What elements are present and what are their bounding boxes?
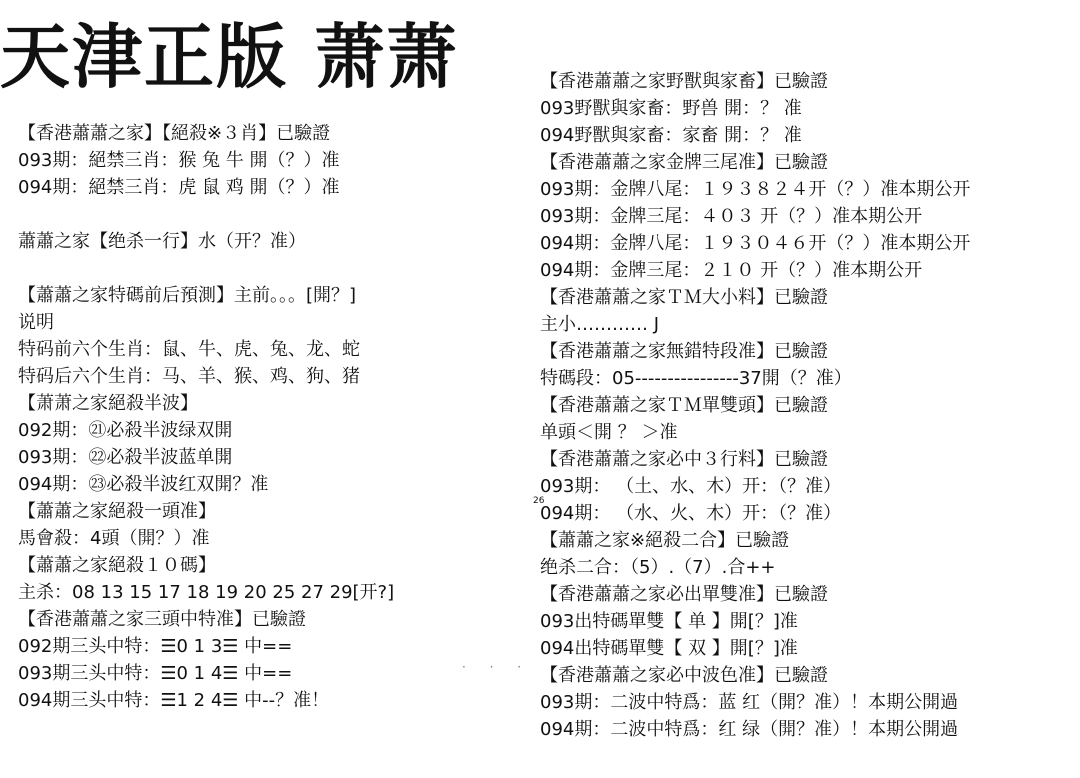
right-text-line: 【蕭蕭之家※絕殺二合】已驗證 bbox=[540, 530, 790, 551]
right-text-line: 093野獸與家畜：野兽 開：？ 准 bbox=[540, 98, 802, 119]
left-column bbox=[18, 120, 518, 714]
left-text-line: 馬會殺：4頭（開？）准 bbox=[18, 528, 210, 549]
right-text-line: 单頭＜開 ？ ＞准 bbox=[540, 422, 678, 443]
left-text-line: 094期：㉓必殺半波红双開？准 bbox=[18, 474, 269, 495]
right-text-line: 094野獸與家畜：家畜 開：？ 准 bbox=[540, 125, 802, 146]
right-text-line: 093期：金牌三尾：４０３ 开（？）准本期公开 bbox=[540, 206, 923, 227]
right-text-line: 【香港蕭蕭之家金牌三尾准】已驗證 bbox=[540, 152, 828, 173]
right-text-line: 093期：金牌八尾：１９３８２４开（？）准本期公开 bbox=[540, 179, 971, 200]
left-text-line: 【萧萧之家絕殺半波】 bbox=[18, 393, 198, 414]
right-text-line: 特碼段：05----------------37開（？准） bbox=[540, 368, 852, 389]
scan-speck: · · · bbox=[462, 660, 532, 674]
right-column bbox=[540, 68, 1080, 743]
right-text-line: 主小………… J bbox=[540, 314, 660, 335]
left-text-line: 093期：絕禁三肖：猴 兔 牛 開（？）准 bbox=[18, 150, 340, 171]
left-text-line: 蕭蕭之家【绝杀一行】水（开？准） bbox=[18, 231, 306, 252]
right-text-line: 【香港蕭蕭之家ＴＭ大小料】已驗證 bbox=[540, 287, 828, 308]
right-text-line: 093期： （土、水、木）开：（？准） bbox=[540, 476, 842, 497]
left-blank-line bbox=[18, 201, 518, 228]
left-text-line: 093期：㉒必殺半波蓝单開 bbox=[18, 447, 233, 468]
left-text-line: 【蕭蕭之家特碼前后預測】主前。。。[開？] bbox=[18, 285, 357, 306]
right-text-line: 【香港蕭蕭之家必出單雙准】已驗證 bbox=[540, 584, 828, 605]
right-text-line: 094期： （水、火、木）开：（？准） bbox=[540, 503, 842, 524]
right-text-line: 【香港蕭蕭之家ＴＭ單雙頭】已驗證 bbox=[540, 395, 828, 416]
left-text-line: 092期：㉑必殺半波绿双開 bbox=[18, 420, 233, 441]
left-text-line: 特码前六个生肖：鼠、牛、虎、兔、龙、蛇 bbox=[18, 339, 360, 360]
left-text-line: 【蕭蕭之家絕殺一頭准】 bbox=[18, 501, 216, 522]
left-text-line: 094期三头中特：☰1 2 4☰ 中--？准！ bbox=[18, 690, 330, 711]
left-text-line: 【蕭蕭之家絕殺１０碼】 bbox=[18, 555, 216, 576]
left-text-line: 092期三头中特：☰0 1 3☰ 中== bbox=[18, 636, 293, 657]
left-text-line: 主杀：08 13 15 17 18 19 20 25 27 29[开?] bbox=[18, 582, 395, 603]
left-text-line: 【香港蕭蕭之家三頭中特准】已驗證 bbox=[18, 609, 306, 630]
page-number: 26 bbox=[533, 496, 545, 506]
right-text-line: 094期：二波中特爲：红 绿（開？准）！本期公開過 bbox=[540, 719, 959, 740]
right-text-line: 093出特碼單雙【 单 】開[？]准 bbox=[540, 611, 798, 632]
left-text-line: 【香港蕭蕭之家】【絕殺※３肖】已驗證 bbox=[18, 123, 331, 144]
right-text-line: 【香港蕭蕭之家野獸與家畜】已驗證 bbox=[540, 71, 828, 92]
right-text-line: 094出特碼單雙【 双 】開[？]准 bbox=[540, 638, 798, 659]
left-text-line: 说明 bbox=[18, 312, 54, 333]
right-text-line: 094期：金牌八尾：１９３０４６开（？）准本期公开 bbox=[540, 233, 971, 254]
page-title: 天津正版 萧萧 bbox=[0, 15, 459, 98]
right-text-line: 【香港蕭蕭之家無錯特段准】已驗證 bbox=[540, 341, 828, 362]
right-text-line: 093期：二波中特爲：蓝 红（開？准）！本期公開過 bbox=[540, 692, 959, 713]
left-text-line: 093期三头中特：☰0 1 4☰ 中== bbox=[18, 663, 293, 684]
left-text-line: 094期：絕禁三肖：虎 鼠 鸡 開（？）准 bbox=[18, 177, 340, 198]
left-blank-line bbox=[18, 255, 518, 282]
left-text-line: 特码后六个生肖：马、羊、猴、鸡、狗、猪 bbox=[18, 366, 360, 387]
right-text-line: 【香港蕭蕭之家必中波色准】已驗證 bbox=[540, 665, 828, 686]
right-text-line: 绝杀二合：（5）.（7）.合++ bbox=[540, 557, 776, 578]
right-text-line: 094期：金牌三尾：２１０ 开（？）准本期公开 bbox=[540, 260, 923, 281]
right-text-line: 【香港蕭蕭之家必中３行料】已驗證 bbox=[540, 449, 828, 470]
